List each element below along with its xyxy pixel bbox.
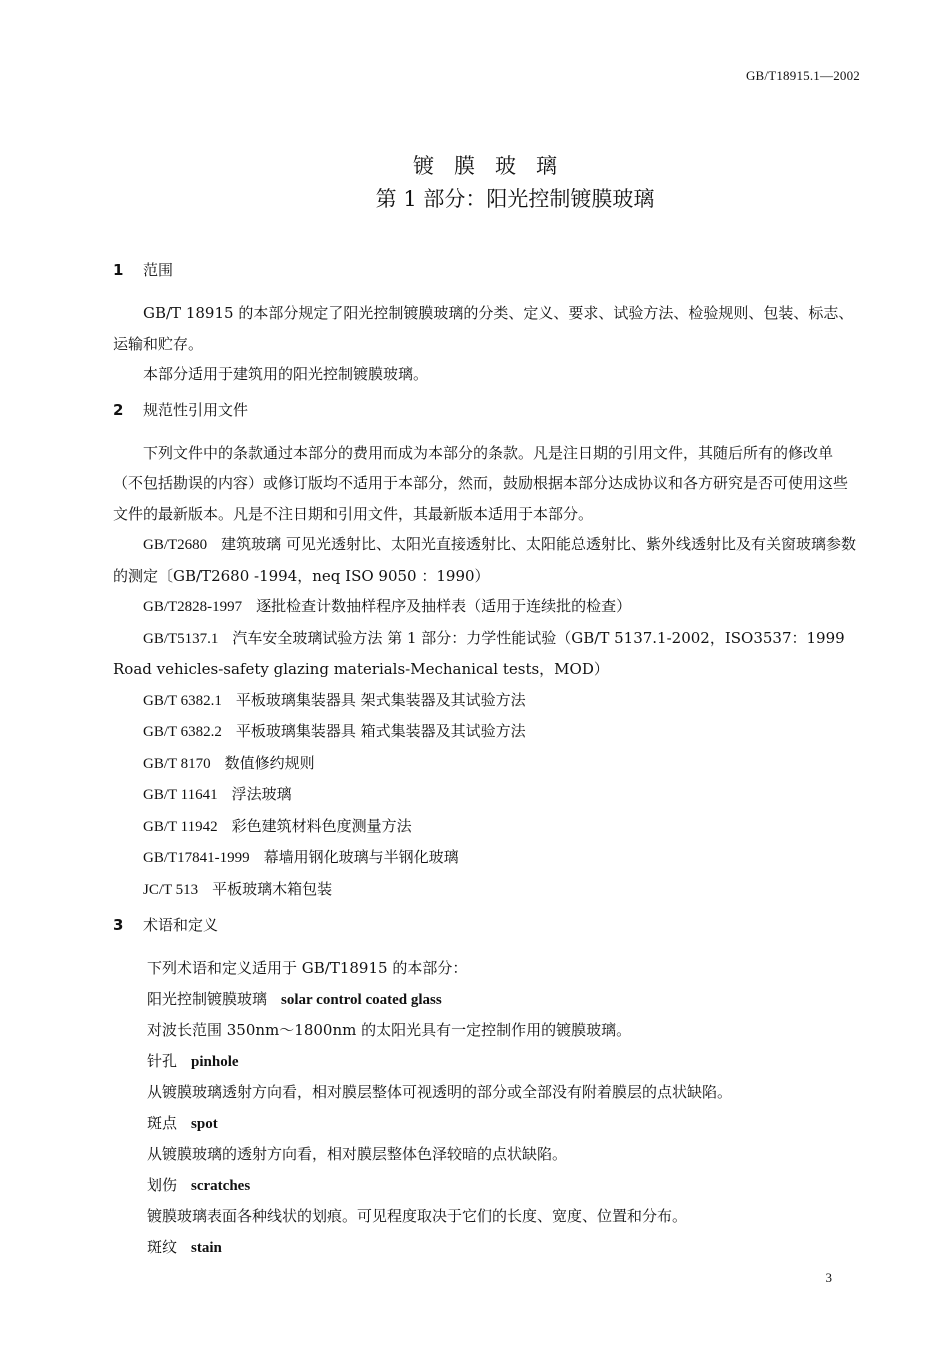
reference-title: 逐批检查计数抽样程序及抽样表（适用于连续批的检查） <box>256 597 632 615</box>
reference-item <box>113 685 858 717</box>
paragraph: 下列文件中的条款通过本部分的费用而成为本部分的条款。凡是注日期的引用文件，其随后所有的修改单（不包括勘误的内容）或修订版均不适用于本部分，然而，鼓励根据本部分达成协议和各方研究是否可使用这些文件的最新版本。凡是不注日期和引用文件，其最新版本适用于本部分。 <box>113 443 849 523</box>
term-heading <box>113 1232 858 1264</box>
term-zh: 斑纹 <box>147 1237 178 1256</box>
section-normative-references <box>113 390 858 906</box>
reference-title: 浮法玻璃 <box>231 785 292 803</box>
paragraph: 本部分适用于建筑用的阳光控制镀膜玻璃。 <box>143 365 429 383</box>
reference-code: GB/T 6382.2 <box>143 724 222 740</box>
reference-item <box>113 716 858 748</box>
section-title: 术语和定义 <box>143 916 219 934</box>
section-scope <box>113 250 858 390</box>
reference-item <box>113 623 858 685</box>
section-title: 范围 <box>143 261 174 279</box>
title-sub: 第 1 部分：阳光控制镀膜玻璃 <box>375 187 655 211</box>
reference-code: GB/T5137.1 <box>143 630 219 647</box>
reference-code: JC/T 513 <box>143 881 199 898</box>
term-definition: 从镀膜玻璃透射方向看，相对膜层整体可视透明的部分或全部没有附着膜层的点状缺陷。 <box>147 1083 733 1101</box>
reference-title: 彩色建筑材料色度测量方法 <box>231 816 412 835</box>
paragraph: GB/T 18915 的本部分规定了阳光控制镀膜玻璃的分类、定义、要求、试验方法、检验规则、包装、标志、运输和贮存。 <box>113 304 854 353</box>
reference-item <box>113 591 858 623</box>
section-number: 1 <box>113 261 124 279</box>
term-definition: 镀膜玻璃表面各种线状的划痕。可见程度取决于它们的长度、宽度、位置和分布。 <box>147 1207 688 1225</box>
term-en: pinhole <box>191 1053 239 1070</box>
term-zh: 针孔 <box>147 1051 178 1070</box>
reference-title: 平板玻璃集装器具 箱式集装器及其试验方法 <box>235 722 526 740</box>
term-en: solar control coated glass <box>281 991 442 1008</box>
term-en: spot <box>191 1115 218 1132</box>
reference-title: 数值修约规则 <box>224 753 315 772</box>
reference-item <box>113 748 858 780</box>
document-body <box>113 250 858 1263</box>
term-heading <box>113 1170 858 1202</box>
section-heading <box>113 250 858 290</box>
section-heading <box>113 390 858 430</box>
term-heading <box>113 1046 858 1078</box>
section-title: 规范性引用文件 <box>143 400 249 419</box>
paragraph: 下列术语和定义适用于 GB/T18915 的本部分： <box>147 959 468 977</box>
reference-code: GB/T17841-1999 <box>143 850 250 866</box>
term-zh: 划伤 <box>147 1175 178 1194</box>
reference-code: GB/T 11942 <box>143 818 218 835</box>
section-number: 2 <box>113 400 124 419</box>
term-en: stain <box>191 1239 222 1256</box>
term-heading <box>113 984 858 1016</box>
section-heading <box>113 905 858 945</box>
document-title <box>0 150 950 216</box>
title-main: 镀膜玻璃 <box>413 154 577 178</box>
section-number: 3 <box>113 916 124 934</box>
reference-item <box>113 529 858 591</box>
reference-code: GB/T2680 <box>143 537 208 553</box>
reference-item <box>113 874 858 906</box>
section-terms-definitions <box>113 905 858 1263</box>
reference-item <box>113 779 858 811</box>
reference-title: 汽车安全玻璃试验方法 第 1 部分：力学性能试验（GB/T 5137.1-2002，ISO3537：1999 Road vehicles-safety glazing materials-Mechanical tests，MOD） <box>113 628 845 678</box>
term-en: scratches <box>191 1177 251 1194</box>
standard-number-header: GB/T18915.1—2002 <box>745 68 860 83</box>
term-definition: 从镀膜玻璃的透射方向看，相对膜层整体色泽较暗的点状缺陷。 <box>147 1145 568 1163</box>
term-definition: 对波长范围 350nm～1800nm 的太阳光具有一定控制作用的镀膜玻璃。 <box>147 1021 632 1039</box>
reference-code: GB/T 6382.1 <box>143 692 222 709</box>
reference-code: GB/T 8170 <box>143 755 211 772</box>
reference-title: 建筑玻璃 可见光透射比、太阳光直接透射比、太阳能总透射比、紫外线透射比及有关窗玻璃参数的测定〔GB/T2680 -1994，neq ISO 9050 ：1990） <box>113 535 856 585</box>
reference-title: 幕墙用钢化玻璃与半钢化玻璃 <box>263 848 459 866</box>
reference-code: GB/T 11641 <box>143 787 218 803</box>
page-number: 3 <box>825 1270 832 1285</box>
term-zh: 阳光控制镀膜玻璃 <box>147 989 268 1008</box>
term-heading <box>113 1108 858 1140</box>
reference-title: 平板玻璃木箱包装 <box>212 879 333 898</box>
reference-item <box>113 842 858 874</box>
reference-code: GB/T2828-1997 <box>143 599 243 615</box>
reference-item <box>113 811 858 843</box>
term-zh: 斑点 <box>147 1113 178 1132</box>
reference-title: 平板玻璃集装器具 架式集装器及其试验方法 <box>235 690 526 709</box>
